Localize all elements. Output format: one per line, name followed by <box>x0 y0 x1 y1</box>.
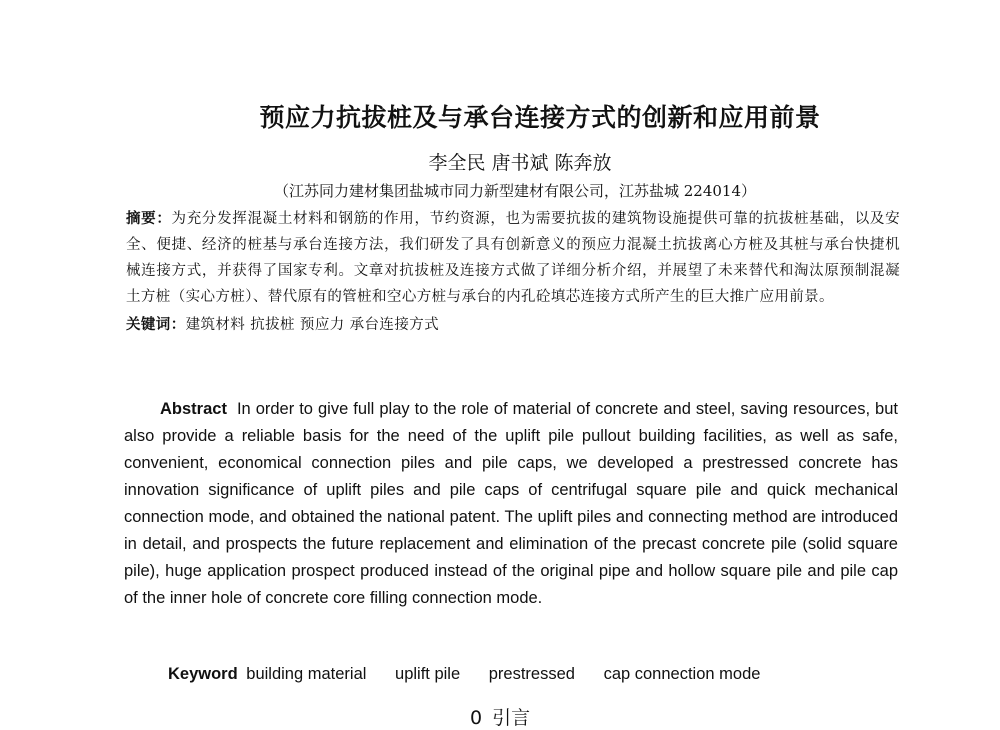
keyword-item: prestressed <box>488 665 575 683</box>
section-heading <box>470 703 530 730</box>
keyword-item: building material <box>246 665 367 683</box>
section-title: 引言 <box>492 707 531 729</box>
abstract-cn-text: 为充分发挥混凝土材料和钢筋的作用，节约资源，也为需要抗拔的建筑物设施提供可靠的抗拔桩基础，以及安全、便捷、经济的桩基与承台连接方法，我们研发了具有创新意义的预应力混凝土抗拔离心方桩及其桩与承台快捷机械连接方式，并获得了国家专利。文章对抗拔桩及连接方式做了详细分析介绍，并展望了未来替代和淘汰原预制混凝土方桩（实心方桩）、替代原有的管桩和空心方桩与承台的内孔砼填芯连接方式所产生的巨大推广应用前景。 <box>126 211 900 305</box>
author-affiliation: （江苏同力建材集团盐城市同力新型建材有限公司，江苏盐城 224014） <box>273 182 757 200</box>
keywords-cn <box>126 312 900 338</box>
abstract-en <box>124 396 898 612</box>
keyword-item: cap connection mode <box>603 665 761 683</box>
chinese-abstract-block <box>126 206 900 338</box>
abstract-cn <box>126 206 900 310</box>
keywords-en-label: Keyword <box>168 665 238 683</box>
abstract-en-label: Abstract <box>160 400 227 418</box>
paper-title: 预应力抗拔桩及与承台连接方式的创新和应用前景 <box>259 103 821 132</box>
keyword-item: uplift pile <box>395 665 461 683</box>
keywords-cn-text: 建筑材料 抗拔桩 预应力 承台连接方式 <box>185 317 440 333</box>
abstract-en-text: In order to give full play to the role of material of concrete and steel, saving resources, but also provide a reliable basis for the need of the uplift pile pullout building facilities, as well as safe, convenient, economical connection piles and pile caps, we developed a prestressed concrete has innovation significance of uplift piles and pile caps of centrifugal square pile and quick mechanical connection mode, and obtained the national patent. The uplift piles and connecting method are introduced in detail, and prospects the future replacement and elimination of the precast concrete pile (solid square pile), huge application prospect produced instead of the original pipe and hollow square pile and pile cap of the inner hole of concrete core filling connection mode. <box>124 400 898 607</box>
keywords-cn-label: 关键词： <box>126 317 186 333</box>
keywords-en <box>168 665 784 684</box>
section-number: 0 <box>470 707 483 729</box>
abstract-cn-label: 摘要： <box>126 211 172 227</box>
author-list: 李全民 唐书斌 陈奔放 <box>428 152 612 174</box>
